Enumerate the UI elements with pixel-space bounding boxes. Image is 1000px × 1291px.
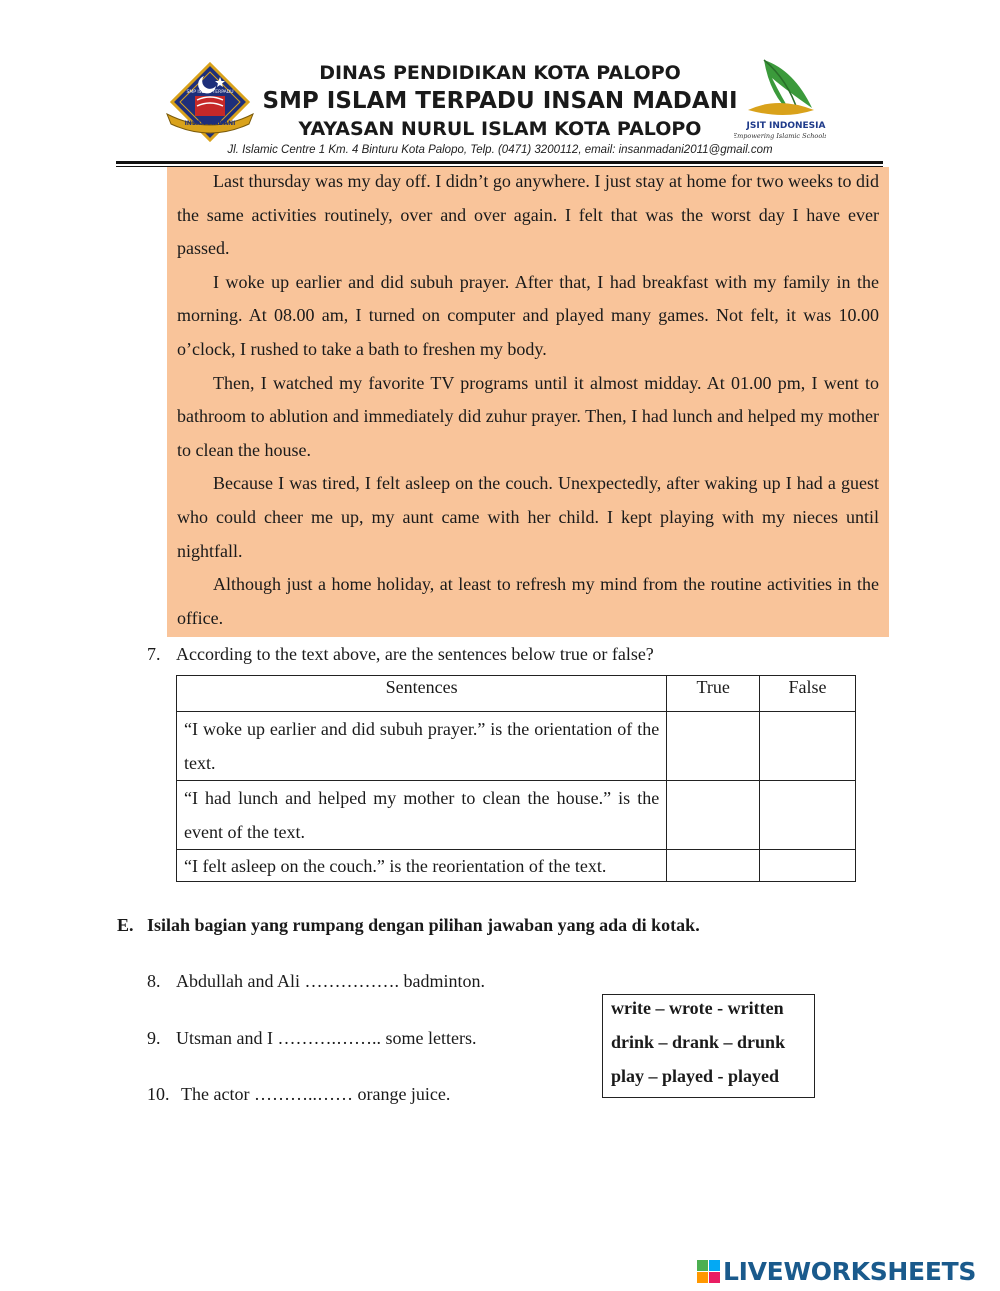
question-7 xyxy=(147,642,654,666)
sentence-cell: “I woke up earlier and did subuh prayer.” is the orientation of the text. xyxy=(177,712,667,781)
jsit-tagline: Empowering Islamic Schools xyxy=(734,132,826,140)
reading-text-box xyxy=(167,167,889,637)
liveworksheets-text: LIVEWORKSHEETS xyxy=(723,1256,977,1286)
table-row xyxy=(177,850,856,882)
table-row xyxy=(177,781,856,850)
liveworksheets-watermark[interactable] xyxy=(697,1254,976,1288)
letterhead-line-1: DINAS PENDIDIKAN KOTA PALOPO xyxy=(319,62,681,84)
jsit-name: JSIT INDONESIA xyxy=(746,121,826,131)
item-number: 9. xyxy=(147,1028,161,1048)
header-true: True xyxy=(667,676,760,712)
true-answer-cell[interactable] xyxy=(667,850,760,882)
emblem-banner-text: SMP ISLAM TERPADU xyxy=(186,90,234,95)
letterhead-line-3: YAYASAN NURUL ISLAM KOTA PALOPO xyxy=(298,118,702,140)
emblem-ribbon-text: INSAN MADANI xyxy=(184,120,236,127)
section-letter: E. xyxy=(117,915,134,935)
word-choice: drink – drank – drunk xyxy=(611,1032,786,1052)
true-answer-cell[interactable] xyxy=(667,781,760,850)
letterhead-divider xyxy=(116,161,883,164)
question-text: According to the text above, are the sentences below true or false? xyxy=(176,644,654,664)
false-answer-cell[interactable] xyxy=(760,850,856,882)
sentence-cell: “I felt asleep on the couch.” is the reorientation of the text. xyxy=(177,850,667,882)
story-paragraph-1: Last thursday was my day off. I didn’t go anywhere. I just stay at home for two weeks to did the same activities routinely, over and over again. I felt that was the worst day I have ever passed. xyxy=(177,171,879,259)
liveworksheets-logo-icon xyxy=(697,1260,720,1283)
fill-item-8[interactable] xyxy=(147,971,485,992)
true-answer-cell[interactable] xyxy=(667,712,760,781)
item-text: Abdullah and Ali ……………. badminton. xyxy=(176,971,485,991)
question-number: 7. xyxy=(147,644,161,664)
fill-item-10[interactable] xyxy=(147,1084,450,1105)
story-paragraph-3: Then, I watched my favorite TV programs until it almost midday. At 01.00 pm, I went to bathroom to ablution and immediately did zuhur prayer. Then, I had lunch and helped my mother to clean the house. xyxy=(177,372,879,460)
letterhead-line-2: SMP ISLAM TERPADU INSAN MADANI xyxy=(262,88,738,114)
false-answer-cell[interactable] xyxy=(760,712,856,781)
fill-item-9[interactable] xyxy=(147,1028,476,1049)
story-paragraph-4: Because I was tired, I felt asleep on the couch. Unexpectedly, after waking up I had a guest who could cheer me up, my aunt came with her child. I kept playing with my nieces until nightfall. xyxy=(177,473,879,561)
section-instruction: Isilah bagian yang rumpang dengan pilihan jawaban yang ada di kotak. xyxy=(147,915,700,935)
item-number: 10. xyxy=(147,1084,170,1104)
school-emblem-icon xyxy=(165,62,255,144)
section-e-heading xyxy=(117,915,700,936)
item-number: 8. xyxy=(147,971,161,991)
table-header-row xyxy=(177,676,856,712)
letterhead-title xyxy=(255,60,745,143)
true-false-table xyxy=(176,675,856,882)
sentence-cell: “I had lunch and helped my mother to clean the house.” is the event of the text. xyxy=(177,781,667,850)
table-row xyxy=(177,712,856,781)
item-text: The actor ………..…… orange juice. xyxy=(181,1084,451,1104)
jsit-feather-logo-icon xyxy=(734,58,826,144)
story-paragraph-2: I woke up earlier and did subuh prayer. After that, I had breakfast with my family in the morning. At 08.00 am, I turned on computer and played many games. Not felt, it was 10.00 o’clock, I rushed to take a bath to freshen my body. xyxy=(177,271,879,359)
story-paragraph-5: Although just a home holiday, at least to refresh my mind from the routine activities in the office. xyxy=(177,574,879,628)
word-choice: write – wrote - written xyxy=(611,998,784,1018)
word-choice: play – played - played xyxy=(611,1066,780,1086)
letterhead-address: Jl. Islamic Centre 1 Km. 4 Binturu Kota Palopo, Telp. (0471) 3200112, email: insanmadani2011@gmail.com xyxy=(227,144,773,156)
word-choice-box xyxy=(602,994,815,1098)
false-answer-cell[interactable] xyxy=(760,781,856,850)
item-text: Utsman and I ……….…….. some letters. xyxy=(176,1028,477,1048)
header-sentences: Sentences xyxy=(177,676,667,712)
header-false: False xyxy=(760,676,856,712)
